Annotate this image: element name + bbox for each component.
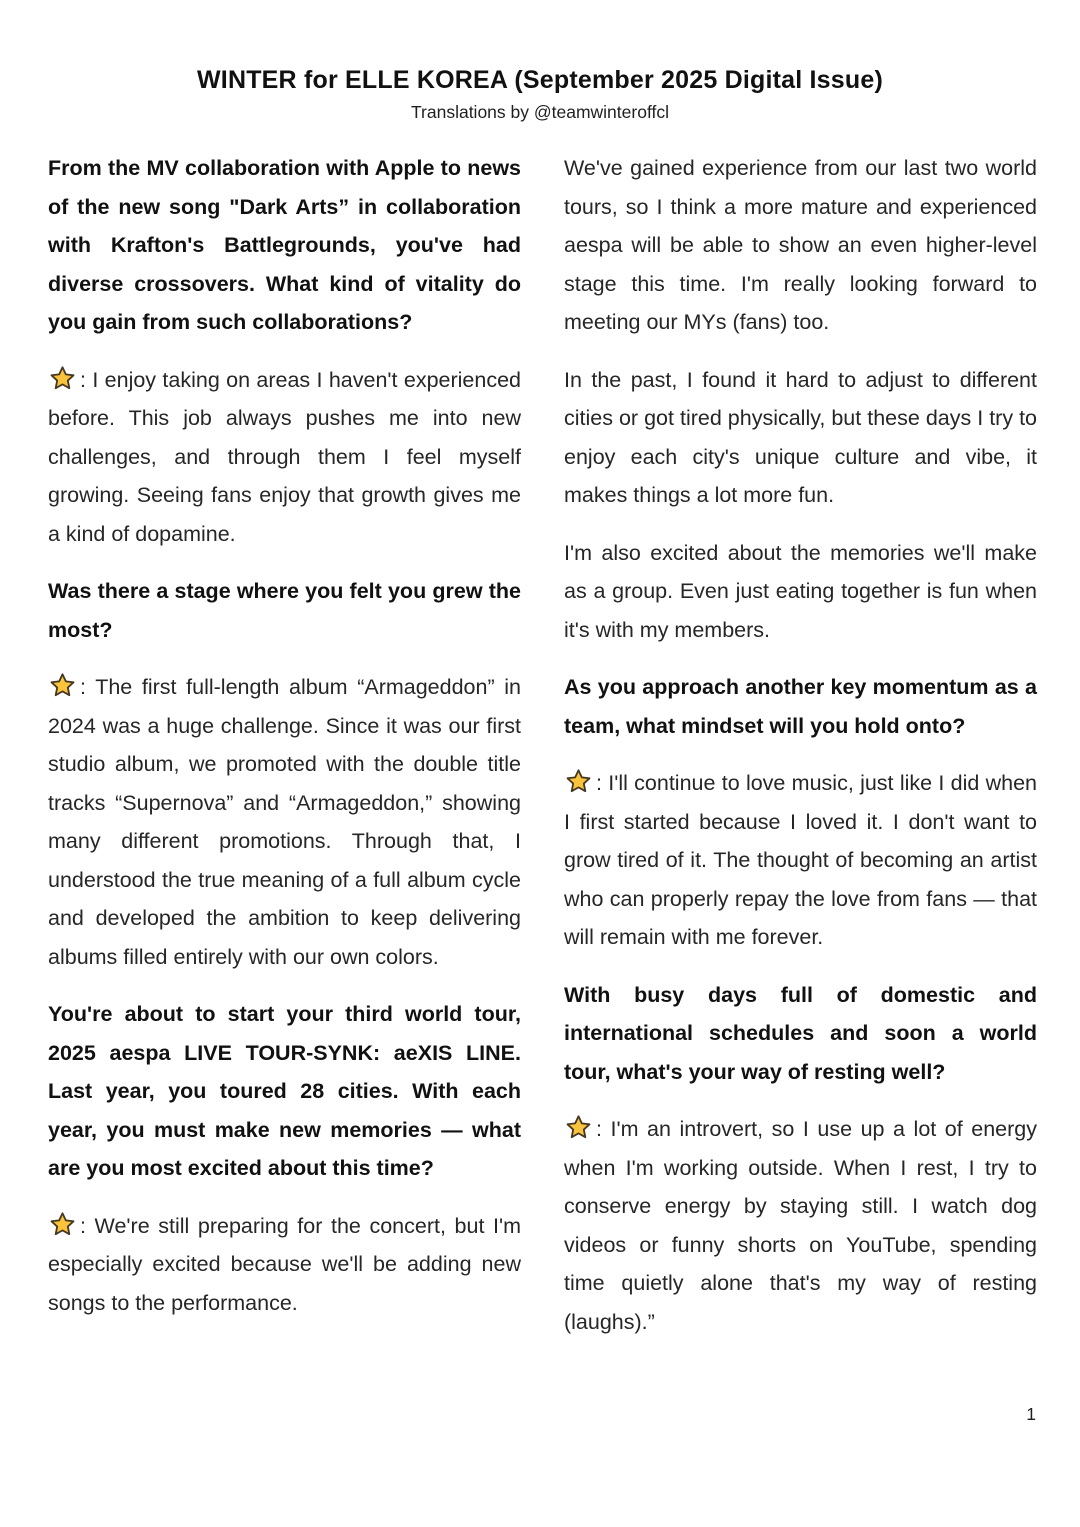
page-number: 1 bbox=[1026, 1404, 1036, 1424]
interview-answer bbox=[48, 361, 521, 554]
interview-question: With busy days full of domestic and international schedules and soon a world tour, what's your way of resting well? bbox=[564, 982, 1037, 1084]
answer-text: : I'm an introvert, so I use up a lot of energy when I'm working outside. When I rest, I try to conserve energy by staying still. I watch dog videos or funny shorts on YouTube, spending time quietly alone that's my way of resting (laughs).” bbox=[564, 1117, 1037, 1334]
star-icon bbox=[564, 1113, 593, 1142]
interview-answer bbox=[48, 668, 521, 976]
answer-continuation: I'm also excited about the memories we'll make as a group. Even just eating together is fun when it's with my members. bbox=[564, 540, 1037, 642]
star-icon bbox=[48, 364, 77, 393]
star-icon bbox=[48, 1210, 77, 1239]
interview-question: Was there a stage where you felt you grew the most? bbox=[48, 579, 521, 642]
left-column bbox=[48, 149, 521, 1360]
interview-question: You're about to start your third world tour, 2025 aespa LIVE TOUR-SYNK: aeXIS LINE. Last year, you toured 28 cities. With each year, you must make new memories — what are you most excited about this time? bbox=[48, 1002, 521, 1180]
answer-text: : We're still preparing for the concert, but I'm especially excited because we'll be adding new songs to the performance. bbox=[48, 1213, 521, 1315]
right-column bbox=[564, 149, 1037, 1360]
answer-continuation: In the past, I found it hard to adjust to different cities or got tired physically, but these days I try to enjoy each city's unique culture and vibe, it makes things a lot more fun. bbox=[564, 367, 1037, 507]
star-icon bbox=[564, 767, 593, 796]
answer-text: : The first full-length album “Armageddon” in 2024 was a huge challenge. Since it was our first studio album, we promoted with the double title tracks “Supernova” and “Armageddon,” showing many different promotions. Through that, I understood the true meaning of a full album cycle and developed the ambition to keep delivering albums filled entirely with our own colors. bbox=[48, 675, 521, 969]
interview-answer bbox=[564, 764, 1037, 957]
interview-answer bbox=[564, 1110, 1037, 1341]
page-title: WINTER for ELLE KOREA (September 2025 Digital Issue) bbox=[197, 66, 883, 94]
star-icon bbox=[48, 671, 77, 700]
article-columns bbox=[0, 123, 1080, 1360]
answer-continuation: We've gained experience from our last two world tours, so I think a more mature and experienced aespa will be able to show an even higher-level stage this time. I'm really looking forward to meeting our MYs (fans) too. bbox=[564, 156, 1037, 334]
answer-text: : I enjoy taking on areas I haven't experienced before. This job always pushes me into new challenges, and through them I feel myself growing. Seeing fans enjoy that growth gives me a kind of dopamine. bbox=[48, 367, 521, 546]
interview-question: As you approach another key momentum as a team, what mindset will you hold onto? bbox=[564, 675, 1037, 738]
page-subtitle: Translations by @teamwinteroffcl bbox=[410, 102, 669, 122]
answer-text: : I'll continue to love music, just like I did when I first started because I loved it. I don't want to grow tired of it. The thought of becoming an artist who can properly repay the love from fans — that will remain with me forever. bbox=[564, 771, 1037, 949]
interview-question: From the MV collaboration with Apple to news of the new song "Dark Arts” in collaboration with Krafton's Battlegrounds, you've had diverse crossovers. What kind of vitality do you gain from such collaborations? bbox=[48, 156, 521, 334]
document-header bbox=[0, 0, 1080, 123]
interview-answer bbox=[48, 1207, 521, 1323]
